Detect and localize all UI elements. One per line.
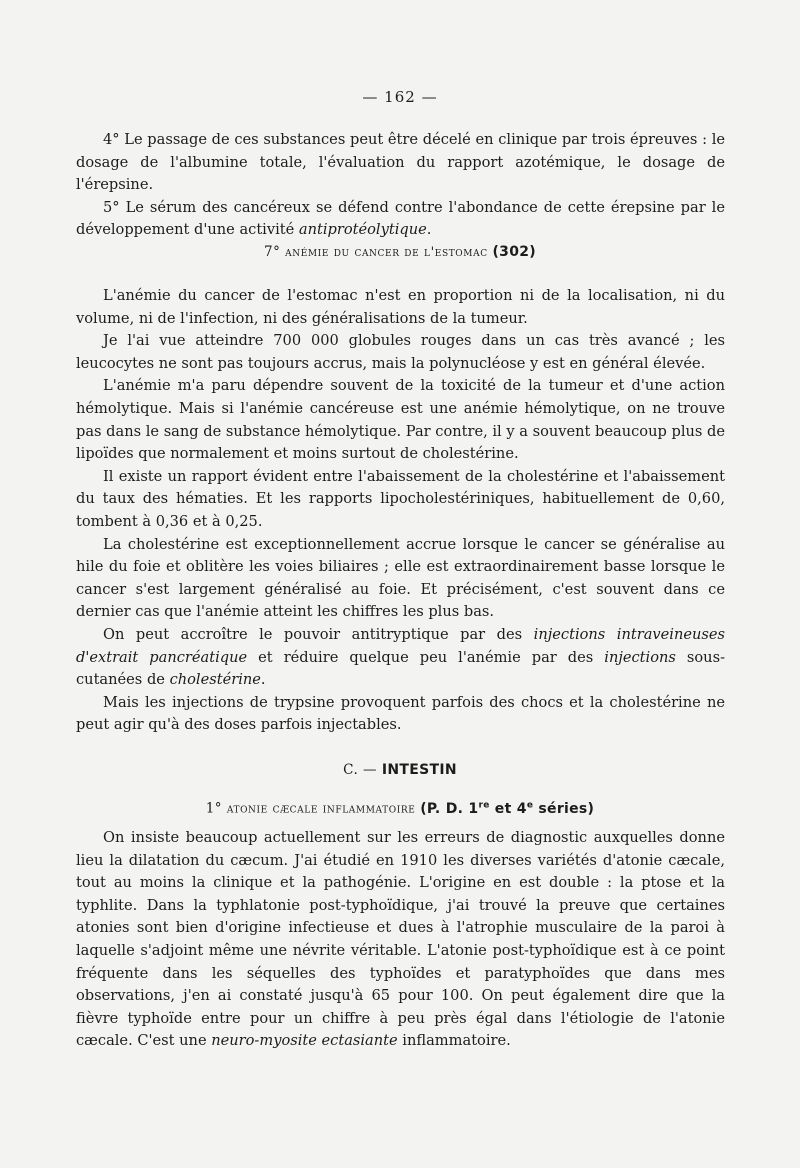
paragraph <box>76 285 730 330</box>
italic-text: neuro-myosite ectasiante <box>211 1032 398 1050</box>
atonie-section-body <box>76 827 730 1053</box>
ref-text: séries) <box>533 800 595 817</box>
paragraph <box>76 197 730 242</box>
text: sous-cutanées de <box>76 648 726 689</box>
text: . <box>260 671 266 689</box>
text: Mais les injections de trypsine provoquent parfois des chocs et la cholestérine ne peut agir qu'à des doses parfois injectables. <box>76 693 730 734</box>
intro-block <box>76 129 730 242</box>
anemie-section-body <box>76 285 730 737</box>
heading-number: 7° <box>263 244 281 260</box>
text: inflammatoire. <box>397 1032 511 1050</box>
section-heading-atonie <box>0 800 800 817</box>
heading-title: atonie cæcale inflammatoire <box>226 801 416 817</box>
paragraph <box>76 375 730 465</box>
paragraph <box>76 624 730 692</box>
paragraph <box>76 330 730 375</box>
section-heading-anemie <box>0 244 800 260</box>
text: 5° Le sérum des cancéreux se défend contre l'abondance de cette érepsine par le développement d'une activité <box>76 198 730 239</box>
italic-text: cholestérine <box>169 671 261 689</box>
text: . <box>426 221 432 239</box>
heading-letter: C. — <box>343 762 378 778</box>
text: L'anémie m'a paru dépendre souvent de la toxicité de la tumeur et d'une action hémolytique. Mais si l'anémie cancéreuse est une anémie hémolytique, on ne trouve pas dans le sang de substance hémolytique. Par contre, il y a souvent beaucoup plus de lipoïdes que normalement et moins surtout de cholestérine. <box>76 377 730 463</box>
ref-text: (P. D. 1 <box>420 800 479 817</box>
text: Il existe un rapport évident entre l'abaissement de la cholestérine et l'abaissement du taux des hématies. Et les rapports lipocholestériniques, habituellement de 0,60, tombent à 0,36 et à 0,25. <box>76 467 730 530</box>
text: La cholestérine est exceptionnellement accrue lorsque le cancer se généralise au hile du foie et oblitère les voies biliaires ; elle est extraordinairement basse lorsque le cancer s'est largement généralisé au foie. Et précisément, c'est souvent dans ce dernier cas que l'anémie atteint les chiffres les plus bas. <box>76 535 730 621</box>
italic-text: injections intraveineuses d'extrait pancréatique <box>76 625 730 666</box>
paragraph <box>76 534 730 624</box>
text: On insiste beaucoup actuellement sur les erreurs de diagnostic auxquelles donne lieu la dilatation du cæcum. J'ai étudié en 1910 les diverses variétés d'atonie cæcale, tout au moins la clinique et la pathogénie. L'origine en est double : la ptose et la typhlite. Dans la typhlatonie post-typhoïdique, j'ai trouvé la preuve que certaines atonies sont bien d'origine infectieuse et dues à l'atrophie musculaire de la paroi à laquelle s'adjoint même une névrite véritable. L'atonie post-typhoïdique est à ce point fréquente dans les séquelles des typhoïdes et paratyphoïdes que dans mes observations, j'en ai constaté jusqu'à 65 pour 100. On peut également dire que la fièvre typhoïde entre pour un chiffre à peu près égal dans l'étiologie de l'atonie cæcale. C'est une <box>76 829 730 1050</box>
paragraph <box>76 466 730 534</box>
heading-number: 1° <box>205 800 223 817</box>
text: et réduire quelque peu l'anémie par des <box>247 648 605 666</box>
text: 4° Le passage de ces substances peut être décelé en clinique par trois épreuves : le dosage de l'albumine totale, l'évaluation du rapport azotémique, le dosage de l'érepsine. <box>76 131 730 194</box>
page-number: — 162 — <box>362 88 438 106</box>
text: Je l'ai vue atteindre 700 000 globules rouges dans un cas très avancé ; les leucocytes ne sont pas toujours accrus, mais la polynucléose y est en général élevée. <box>76 332 730 372</box>
ref-text: et 4 <box>489 800 527 817</box>
paragraph <box>76 129 730 197</box>
heading-title: anémie du cancer de l'estomac <box>285 245 488 260</box>
paragraph <box>76 827 730 1053</box>
heading-title: INTESTIN <box>381 762 457 778</box>
ref-superscript: e <box>526 800 534 810</box>
italic-text: antiprotéolytique <box>298 221 427 239</box>
section-heading-intestin <box>0 762 800 778</box>
paragraph <box>76 692 730 737</box>
text: L'anémie du cancer de l'estomac n'est en proportion ni de la localisation, ni du volume, ni de l'infection, ni des généralisations de la tumeur. <box>76 287 730 327</box>
italic-text: injections <box>604 648 676 666</box>
heading-reference <box>420 801 594 817</box>
text: On peut accroître le pouvoir antitryptique par des <box>103 625 534 643</box>
heading-reference: (302) <box>492 244 537 260</box>
ref-superscript: re <box>478 800 490 810</box>
